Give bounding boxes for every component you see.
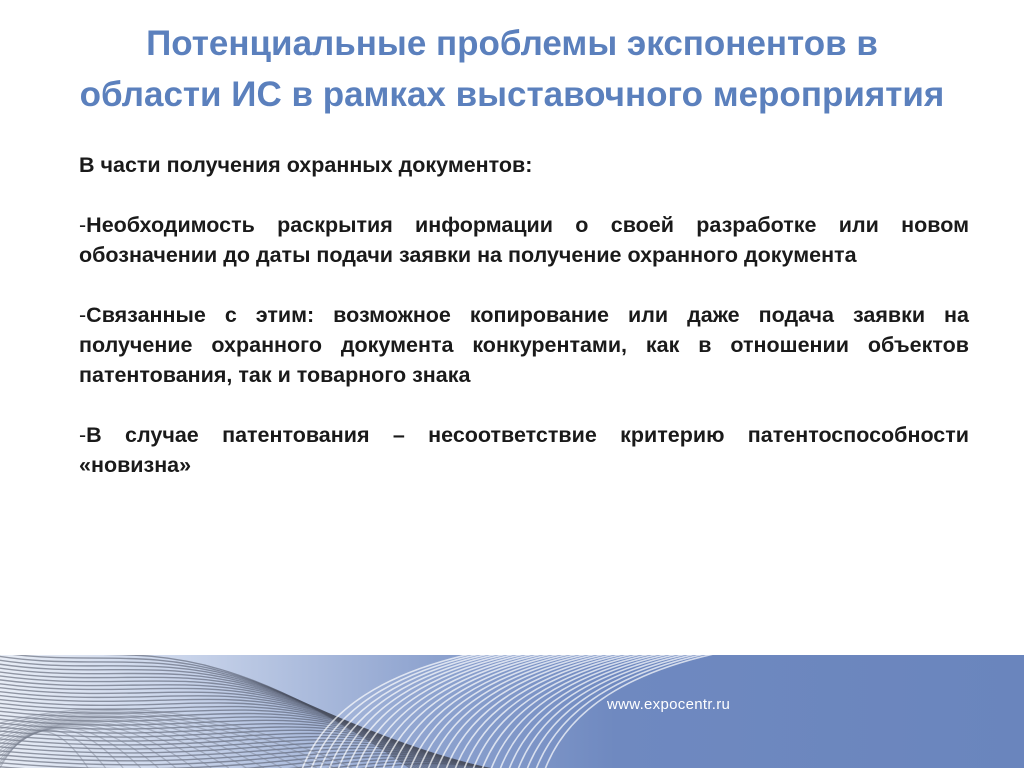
bullet-item-2 (79, 300, 969, 390)
wave-lines-graphic (0, 655, 1024, 768)
bullet-text: Связанные с этим: возможное копирование или даже подача заявки на получение охранного документа конкурентами, как в отношении объектов патентования, так и товарного знака (79, 303, 969, 387)
footer-wave-band (0, 655, 1024, 768)
slide-title-line-2: области ИС в рамках выставочного мероприятия (79, 75, 945, 114)
bullet-text: В случае патентования – несоответствие критерию патентоспособности «новизна» (79, 423, 969, 477)
bullet-item-3 (79, 420, 969, 480)
slide-title (0, 18, 1024, 120)
lead-paragraph: В части получения охранных документов: (79, 153, 533, 177)
bullet-text: Необходимость раскрытия информации о своей разработке или новом обозначении до даты подачи заявки на получение охранного документа (79, 213, 969, 267)
bullet-dash: - (79, 303, 87, 327)
footer-website-url: www.expocentr.ru (607, 696, 731, 713)
bullet-dash: - (79, 213, 87, 237)
slide-body (79, 150, 969, 510)
bullet-item-1 (79, 210, 969, 270)
bullet-dash: - (79, 423, 87, 447)
slide-title-line-1: Потенциальные проблемы экспонентов в (146, 24, 878, 63)
